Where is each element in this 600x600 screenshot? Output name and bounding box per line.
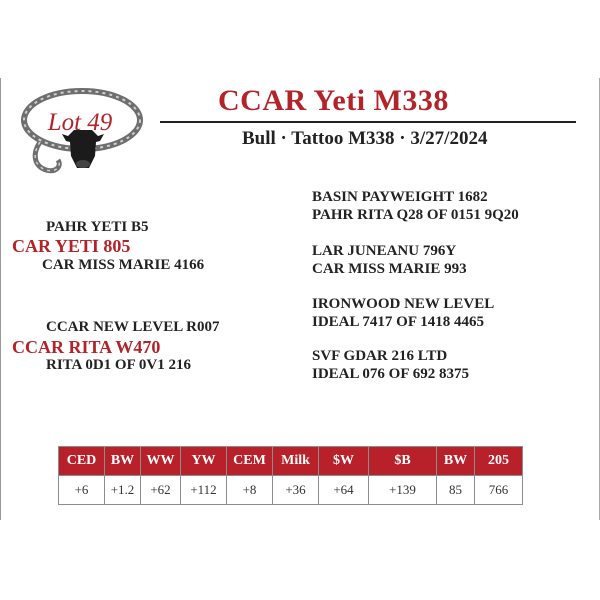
great-grandparent: IDEAL 076 OF 692 8375 bbox=[312, 366, 469, 382]
epd-header-ww: WW bbox=[141, 447, 181, 476]
epd-value-yw: +112 bbox=[181, 476, 227, 505]
card-left-edge bbox=[0, 78, 1, 520]
epd-header-ced: CED bbox=[59, 447, 105, 476]
great-grandparent: CAR MISS MARIE 993 bbox=[312, 261, 467, 277]
dam-dam: RITA 0D1 OF 0V1 216 bbox=[46, 357, 192, 373]
epd-header-yw: YW bbox=[181, 447, 227, 476]
great-grandparent: SVF GDAR 216 LTD bbox=[312, 348, 448, 364]
rope-lasso-icon bbox=[18, 84, 148, 184]
lot-logo bbox=[18, 84, 148, 184]
epd-header-bw: BW bbox=[105, 447, 141, 476]
epd-table bbox=[58, 446, 523, 505]
great-grandparent: PAHR RITA Q28 OF 0151 9Q20 bbox=[312, 207, 519, 223]
epd-value-weaned-value: +64 bbox=[319, 476, 369, 505]
epd-value-ww: +62 bbox=[141, 476, 181, 505]
great-grandparent: IRONWOOD NEW LEVEL bbox=[312, 296, 495, 312]
dam-sire: CCAR NEW LEVEL R007 bbox=[46, 319, 220, 335]
epd-value-205: 766 bbox=[475, 476, 523, 505]
epd-value-milk: +36 bbox=[273, 476, 319, 505]
epd-value-cem: +8 bbox=[227, 476, 273, 505]
epd-header-actual-bw: BW bbox=[437, 447, 475, 476]
dam: CCAR RITA W470 bbox=[12, 337, 161, 357]
epd-value-beef-value: +139 bbox=[369, 476, 437, 505]
animal-details: Bull · Tattoo M338 · 3/27/2024 bbox=[242, 128, 488, 149]
sire: CAR YETI 805 bbox=[12, 236, 131, 256]
epd-value-bw: +1.2 bbox=[105, 476, 141, 505]
epd-value-ced: +6 bbox=[59, 476, 105, 505]
title-divider bbox=[160, 121, 576, 123]
epd-header-cem: CEM bbox=[227, 447, 273, 476]
epd-header-205: 205 bbox=[475, 447, 523, 476]
epd-header-weaned-value: $W bbox=[319, 447, 369, 476]
great-grandparent: BASIN PAYWEIGHT 1682 bbox=[312, 189, 488, 205]
epd-header-beef-value: $B bbox=[369, 447, 437, 476]
animal-name: CCAR Yeti M338 bbox=[218, 84, 449, 117]
sire-dam: CAR MISS MARIE 4166 bbox=[42, 257, 205, 273]
epd-value-row bbox=[59, 476, 523, 505]
epd-value-actual-bw: 85 bbox=[437, 476, 475, 505]
sire-sire: PAHR YETI B5 bbox=[46, 219, 149, 235]
great-grandparent: IDEAL 7417 OF 1418 4465 bbox=[312, 314, 484, 330]
epd-header-row bbox=[59, 447, 523, 476]
epd-header-milk: Milk bbox=[273, 447, 319, 476]
lot-number: Lot 49 bbox=[47, 109, 113, 136]
great-grandparent: LAR JUNEANU 796Y bbox=[312, 243, 457, 259]
